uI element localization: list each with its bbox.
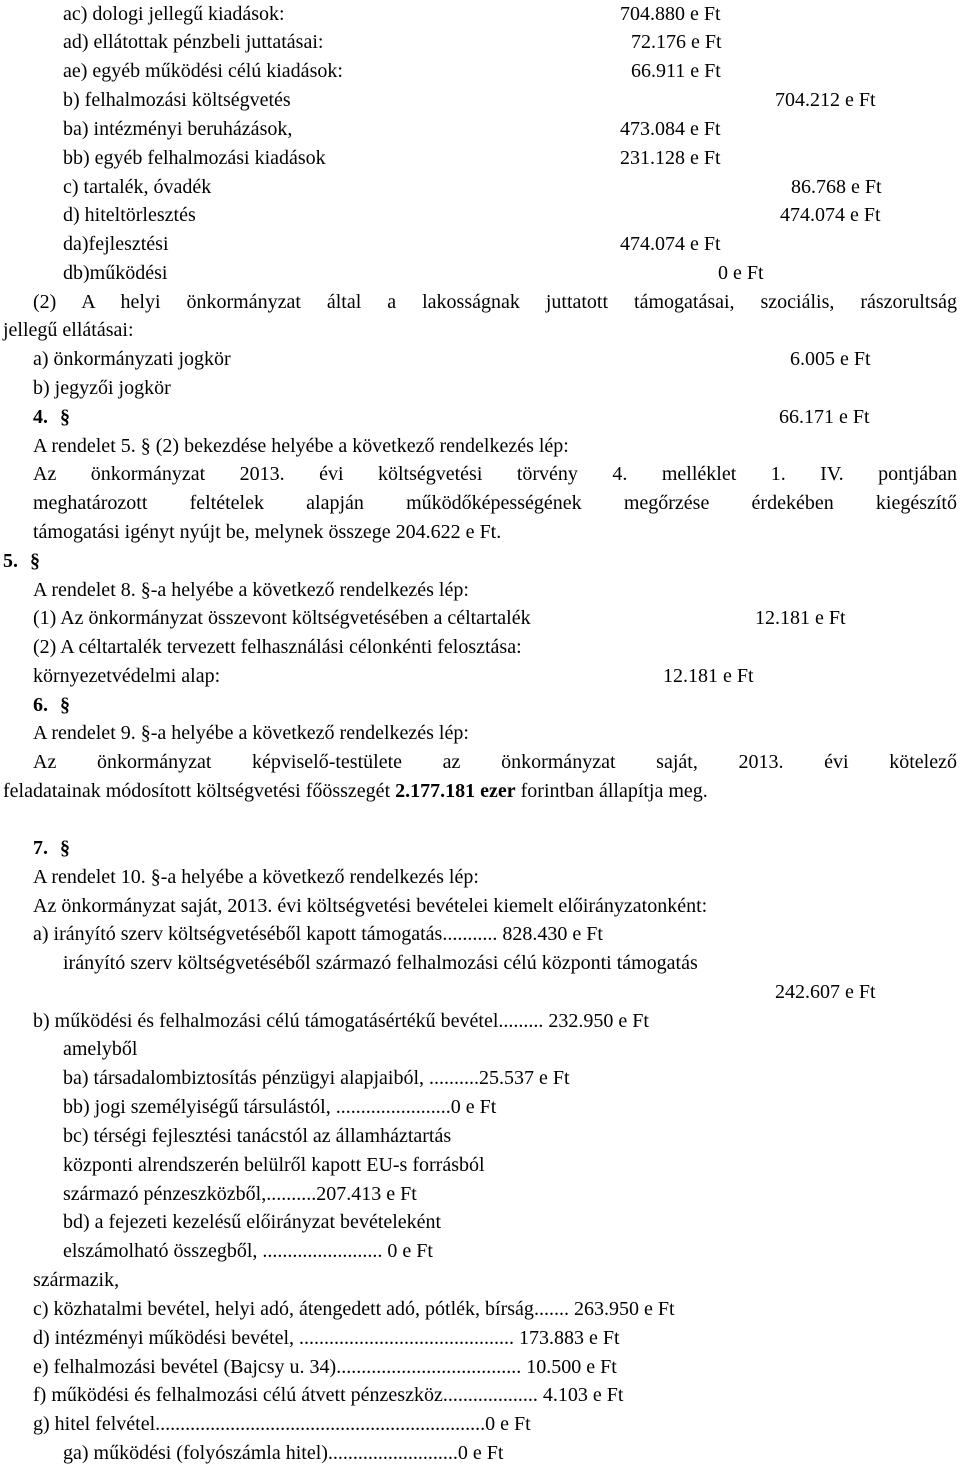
expense-label-b: b) felhalmozási költségvetés [63, 89, 291, 111]
revenue-row-ga [63, 1441, 503, 1465]
revenue-label-bd-1: bd) a fejezeti kezelésű előirányzat bevételeként [63, 1211, 442, 1233]
leader-dots: .......................... [327, 1442, 458, 1464]
leader-dots: .......... [429, 1067, 479, 1089]
expense-label-ad: ad) ellátottak pénzbeli juttatásai: [63, 31, 324, 53]
revenue-row-bb [63, 1095, 496, 1119]
section-6-total: 2.177.181 ezer [395, 780, 516, 802]
revenue-value-ba: 25.537 e Ft [479, 1067, 570, 1089]
section-5-env-label: környezetvédelmi alap: [33, 665, 221, 687]
revenue-row-g [33, 1412, 531, 1436]
leader-dots: ........................................... [299, 1327, 515, 1349]
revenue-row-ba [63, 1066, 570, 1090]
expense-value-ba: 473.084 e Ft [620, 118, 721, 140]
section-sign-icon: § [30, 550, 40, 572]
revenue-label-d: d) intézményi működési bevétel, [33, 1327, 300, 1349]
section-sign-icon: § [60, 406, 70, 428]
revenue-value-f: 4.103 e Ft [537, 1384, 624, 1406]
section-7-intro: A rendelet 10. §-a helyébe a következő rendelkezés lép: [33, 866, 479, 888]
section-6-number: 6. [33, 694, 48, 716]
leader-dots: ................... [442, 1384, 538, 1406]
leader-dots: ..................................... [336, 1356, 522, 1378]
revenue-label-bb: bb) jogi személyiségű társulástól, [63, 1096, 336, 1118]
expense-label-ba: ba) intézményi beruházások, [63, 118, 293, 140]
section-sign-icon: § [60, 694, 70, 716]
revenue-row-bd [63, 1239, 433, 1263]
expense-label-ae: ae) egyéb működési célú kiadások: [63, 60, 343, 82]
revenue-label-bc-3: származó pénzeszközből, [63, 1183, 267, 1205]
leader-dots: ....................... [335, 1096, 451, 1118]
revenue-label-e: e) felhalmozási bevétel (Bajcsy u. 34) [33, 1356, 337, 1378]
expense-value-bb: 231.128 e Ft [620, 147, 721, 169]
revenue-value-bd: 0 e Ft [382, 1240, 433, 1262]
revenue-label-ba: ba) társadalombiztosítás pénzügyi alapjaiból, [63, 1067, 429, 1089]
leader-dots: ........................ [262, 1240, 383, 1262]
revenue-label-c: c) közhatalmi bevétel, helyi adó, átengedett adó, pótlék, bírság [33, 1298, 534, 1320]
leader-dots: ......... [498, 1010, 544, 1032]
section-5-number: 5. [3, 550, 18, 572]
expense-label-db: db)működési [63, 262, 168, 284]
expense-value-d: 474.074 e Ft [780, 204, 881, 226]
expense-value-b: 704.212 e Ft [775, 89, 876, 111]
section-7-title: Az önkormányzat saját, 2013. évi költségvetési bevételei kiemelt előirányzatonként: [33, 895, 708, 917]
revenue-row-b [33, 1009, 649, 1033]
leader-dots: ........... [442, 923, 498, 945]
revenue-value-g: 0 e Ft [485, 1413, 531, 1435]
jurisdiction-value-b: 66.171 e Ft [779, 406, 870, 428]
jurisdiction-label-a: a) önkormányzati jogkör [33, 348, 231, 370]
paragraph-2-line-2: jellegű ellátásai: [3, 319, 134, 341]
section-6-text-c: forintban állapítja meg. [515, 780, 708, 802]
revenue-value-d: 173.883 e Ft [514, 1327, 620, 1349]
expense-value-c: 86.768 e Ft [791, 176, 882, 198]
revenue-label-g: g) hitel felvétel [33, 1413, 156, 1435]
revenue-label-ga: ga) működési (folyószámla hitel) [63, 1442, 328, 1464]
revenue-label-f: f) működési és felhalmozási célú átvett pénzeszköz [33, 1384, 443, 1406]
revenue-value-b: 232.950 e Ft [543, 1010, 649, 1032]
section-5-intro: A rendelet 8. §-a helyébe a következő rendelkezés lép: [33, 579, 469, 601]
revenue-row-f [33, 1383, 623, 1407]
section-6-para-line-2 [3, 779, 708, 803]
revenue-value-e: 10.500 e Ft [521, 1356, 617, 1378]
expense-value-ad: 72.176 e Ft [631, 31, 722, 53]
leader-dots: .......... [266, 1183, 317, 1205]
section-4-para-line-3: támogatási igényt nyújt be, melynek összege 204.622 e Ft. [33, 521, 502, 543]
expense-value-db: 0 e Ft [718, 262, 764, 284]
revenue-label-bc-1: bc) térségi fejlesztési tanácstól az államháztartás [63, 1125, 452, 1147]
revenue-label-a2: irányító szerv költségvetéséből származó felhalmozási célú központi támogatás [63, 952, 698, 974]
revenue-value-a2: 242.607 e Ft [775, 981, 876, 1003]
section-4-number: 4. [33, 406, 48, 428]
expense-label-ac: ac) dologi jellegű kiadások: [63, 3, 285, 25]
jurisdiction-value-a: 6.005 e Ft [790, 348, 871, 370]
paragraph-2-line-1: (2) A helyi önkormányzat által a lakosságnak juttatott támogatásai, szociális, rászorultság [33, 291, 957, 313]
revenue-label-b: b) működési és felhalmozási célú támogatásértékű bevétel [33, 1010, 499, 1032]
revenue-value-ga: 0 e Ft [457, 1442, 504, 1464]
revenue-row-bc [63, 1182, 417, 1206]
section-7-number: 7. [33, 837, 48, 859]
section-4-para-line-2: meghatározott feltételek alapján működőképességének megőrzése érdekében kiegészítő [33, 492, 957, 514]
expense-label-da: da)fejlesztési [63, 233, 169, 255]
section-5-reserve-label: (1) Az önkormányzat összevont költségvetésében a céltartalék [33, 607, 531, 629]
revenue-value-a: 828.430 e Ft [497, 923, 603, 945]
leader-dots: .................................................................. [155, 1413, 486, 1435]
expense-label-c: c) tartalék, óvadék [63, 176, 212, 198]
revenue-row-c [33, 1297, 675, 1321]
expense-value-ac: 704.880 e Ft [620, 3, 721, 25]
revenue-label-originates: származik, [33, 1269, 120, 1291]
section-4-intro: A rendelet 5. § (2) bekezdése helyébe a következő rendelkezés lép: [33, 435, 569, 457]
section-5-allocation-title: (2) A céltartalék tervezett felhasználási célonkénti felosztása: [33, 636, 522, 658]
section-5-env-value: 12.181 e Ft [663, 665, 754, 687]
section-6-intro: A rendelet 9. §-a helyébe a következő rendelkezés lép: [33, 722, 469, 744]
expense-value-ae: 66.911 e Ft [631, 60, 721, 82]
expense-label-d: d) hiteltörlesztés [63, 204, 196, 226]
revenue-row-e [33, 1355, 617, 1379]
revenue-value-bb: 0 e Ft [450, 1096, 497, 1118]
revenue-label-bd-2: elszámolható összegből, [63, 1240, 263, 1262]
revenue-label-bc-2: központi alrendszerén belülről kapott EU-s forrásból [63, 1154, 485, 1176]
leader-dots: ....... [533, 1298, 569, 1320]
revenue-row-a [33, 922, 603, 946]
revenue-label-a: a) irányító szerv költségvetéséből kapott támogatás [33, 923, 443, 945]
section-6-para-line-1: Az önkormányzat képviselő-testülete az önkormányzat saját, 2013. évi kötelező [33, 751, 957, 773]
expense-label-bb: bb) egyéb felhalmozási kiadások [63, 147, 326, 169]
section-sign-icon: § [60, 837, 70, 859]
section-5-reserve-value: 12.181 e Ft [755, 607, 846, 629]
revenue-value-bc: 207.413 e Ft [316, 1183, 417, 1205]
revenue-label-of-which: amelyből [63, 1038, 138, 1060]
expense-value-da: 474.074 e Ft [620, 233, 721, 255]
revenue-row-d [33, 1326, 620, 1350]
jurisdiction-label-b: b) jegyzői jogkör [33, 377, 171, 399]
section-6-text-a: feladatainak módosított költségvetési főösszegét [3, 780, 396, 802]
revenue-value-c: 263.950 e Ft [568, 1298, 675, 1320]
section-4-para-line-1: Az önkormányzat 2013. évi költségvetési törvény 4. melléklet 1. IV. pontjában [33, 463, 957, 485]
